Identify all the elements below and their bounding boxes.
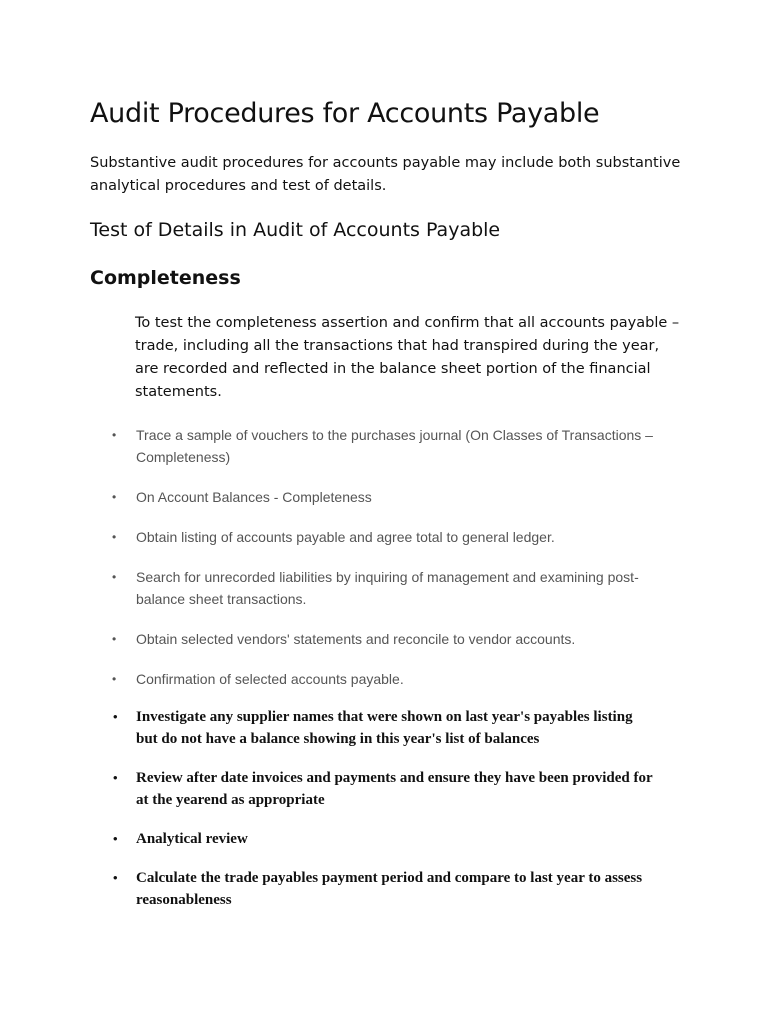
list-item [0, 526, 684, 548]
bullet-icon: • [112, 570, 117, 584]
bullet-icon: • [113, 770, 118, 785]
completeness-heading: Completeness [90, 267, 241, 289]
procedure-text: On Account Balances - Completeness [136, 489, 372, 505]
list-item [0, 828, 656, 850]
list-item [0, 486, 684, 508]
procedure-text: Search for unrecorded liabilities by inquiring of management and examining post-balance sheet transactions. [136, 569, 639, 607]
procedure-text: Confirmation of selected accounts payable. [136, 671, 404, 687]
intro-paragraph: Substantive audit procedures for accounts payable may include both substantive analytical procedures and test of details. [90, 155, 681, 194]
bullet-icon: • [112, 672, 117, 686]
procedure-text: Calculate the trade payables payment period and compare to last year to assess reasonableness [136, 870, 643, 908]
bullet-icon: • [113, 870, 118, 885]
procedure-text: Analytical review [136, 831, 248, 847]
list-item [0, 566, 684, 610]
list-item [0, 767, 656, 811]
test-of-details-heading: Test of Details in Audit of Accounts Payable [90, 219, 501, 241]
bullet-icon: • [112, 490, 117, 504]
completeness-objective-paragraph: To test the completeness assertion and confirm that all accounts payable – trade, including all the transactions that had transpired during the year, are recorded and reflected in the balance sheet portion of the financial statements. [135, 315, 680, 400]
bullet-icon: • [113, 831, 118, 846]
list-item [0, 867, 656, 911]
document-title: Audit Procedures for Accounts Payable [90, 98, 600, 129]
bullet-icon: • [113, 709, 118, 724]
list-item [0, 668, 684, 690]
list-item [0, 628, 684, 650]
procedure-text: Investigate any supplier names that were shown on last year's payables listing but do not have a balance showing in this year's list of balances [136, 709, 633, 747]
procedures-list [0, 424, 768, 708]
procedure-text: Trace a sample of vouchers to the purchases journal (On Classes of Transactions – Completeness) [136, 427, 653, 465]
procedure-text: Obtain listing of accounts payable and agree total to general ledger. [136, 529, 555, 545]
bullet-icon: • [112, 428, 117, 442]
procedure-text: Review after date invoices and payments and ensure they have been provided for at the yearend as appropriate [136, 770, 653, 808]
additional-procedures-list [0, 706, 768, 928]
bullet-icon: • [112, 530, 117, 544]
list-item [0, 424, 684, 468]
bullet-icon: • [112, 632, 117, 646]
procedure-text: Obtain selected vendors' statements and reconcile to vendor accounts. [136, 631, 576, 647]
list-item [0, 706, 656, 750]
